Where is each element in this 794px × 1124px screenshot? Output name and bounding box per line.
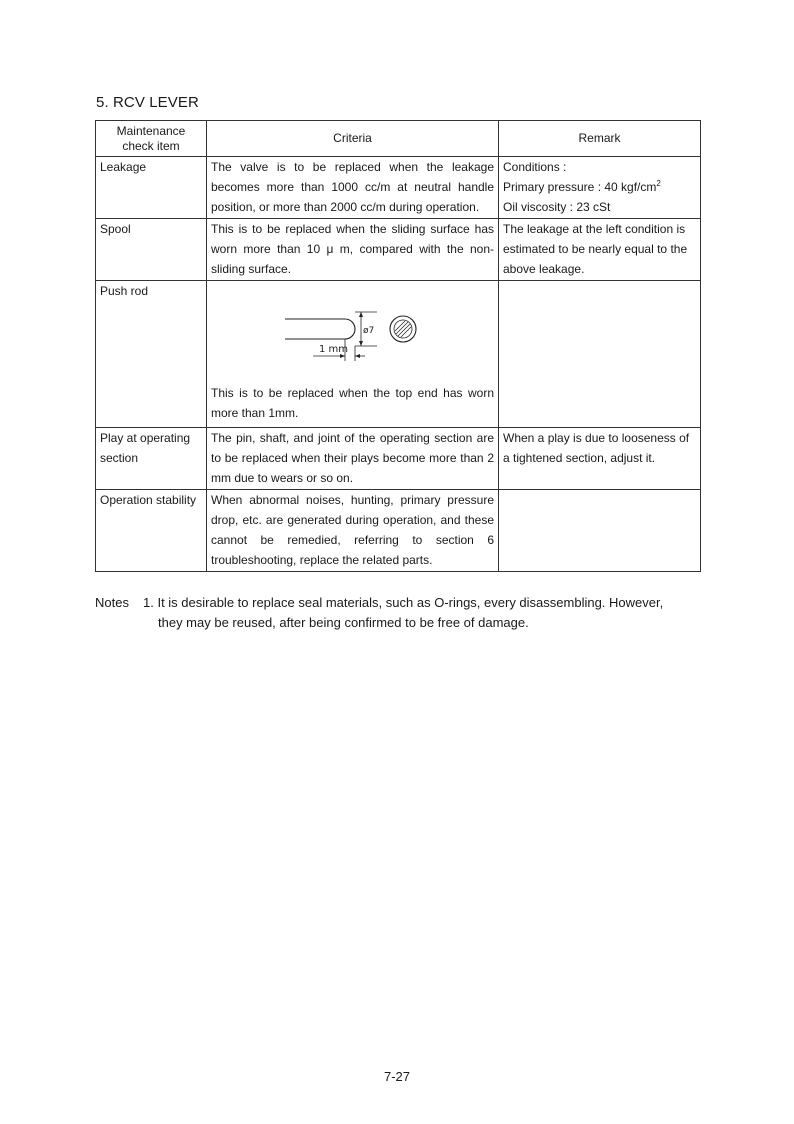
table-row — [96, 281, 701, 428]
row-item-push-rod: Push rod — [96, 281, 207, 428]
row-remark-play: When a play is due to looseness of a tightened section, adjust it. — [499, 428, 701, 490]
length-label: 1 mm — [319, 344, 349, 355]
row-criteria-spool: This is to be replaced when the sliding surface has worn more than 10 μ m, compared with the non-sliding surface. — [207, 219, 499, 281]
superscript-2: 2 — [656, 179, 661, 188]
notes-label: Notes — [95, 595, 129, 610]
table-header-row — [96, 121, 701, 157]
row-criteria-play: The pin, shaft, and joint of the operating section are to be replaced when their plays become more than 2 mm due to wears or so on. — [207, 428, 499, 490]
page-number: 7-27 — [383, 1069, 411, 1084]
row-criteria-push-rod — [207, 281, 499, 428]
table-row — [96, 157, 701, 219]
row-remark-spool: The leakage at the left condition is estimated to be nearly equal to the above leakage. — [499, 219, 701, 281]
header-criteria: Criteria — [207, 121, 499, 157]
notes-line-1: Notes 1. It is desirable to replace seal materials, such as O-rings, every disassembling. However, — [95, 593, 700, 613]
push-rod-criteria-text: This is to be replaced when the top end has worn more than 1mm. — [211, 386, 494, 420]
header-remark: Remark — [499, 121, 701, 157]
row-item-leakage: Leakage — [96, 157, 207, 219]
section-title: 5. RCV LEVER — [96, 94, 199, 111]
remark-oil-viscosity: Oil viscosity : 23 cSt — [503, 200, 611, 214]
remark-primary-pressure: Primary pressure : 40 kgf/$cm^2$ — [503, 179, 661, 194]
table-row — [96, 490, 701, 572]
row-remark-push-rod — [499, 281, 701, 428]
row-remark-leakage — [499, 157, 701, 219]
row-remark-operation-stability — [499, 490, 701, 572]
row-criteria-leakage: The valve is to be replaced when the leakage becomes more than 1000 cc/m at neutral handle position, or more than 2000 cc/m during operation. — [207, 157, 499, 219]
notes — [95, 593, 700, 633]
notes-line-2: they may be reused, after being confirmed to be free of damage. — [158, 615, 529, 630]
maintenance-criteria-table — [95, 120, 701, 572]
table-row — [96, 428, 701, 490]
header-check-item: Maintenance check item — [96, 121, 207, 157]
diameter-label: ø7 — [363, 326, 375, 336]
row-item-play: Play at operating section — [96, 428, 207, 490]
row-item-spool: Spool — [96, 219, 207, 281]
table-row — [96, 219, 701, 281]
rod-rounded-end — [345, 319, 355, 339]
remark-conditions: Conditions : — [503, 160, 567, 174]
push-rod-diagram — [285, 303, 435, 373]
row-item-operation-stability: Operation stability — [96, 490, 207, 572]
row-criteria-operation-stability: When abnormal noises, hunting, primary pressure drop, etc. are generated during operation, and these cannot be remedied, referring to section 6 troubleshooting, replace the related parts. — [207, 490, 499, 572]
